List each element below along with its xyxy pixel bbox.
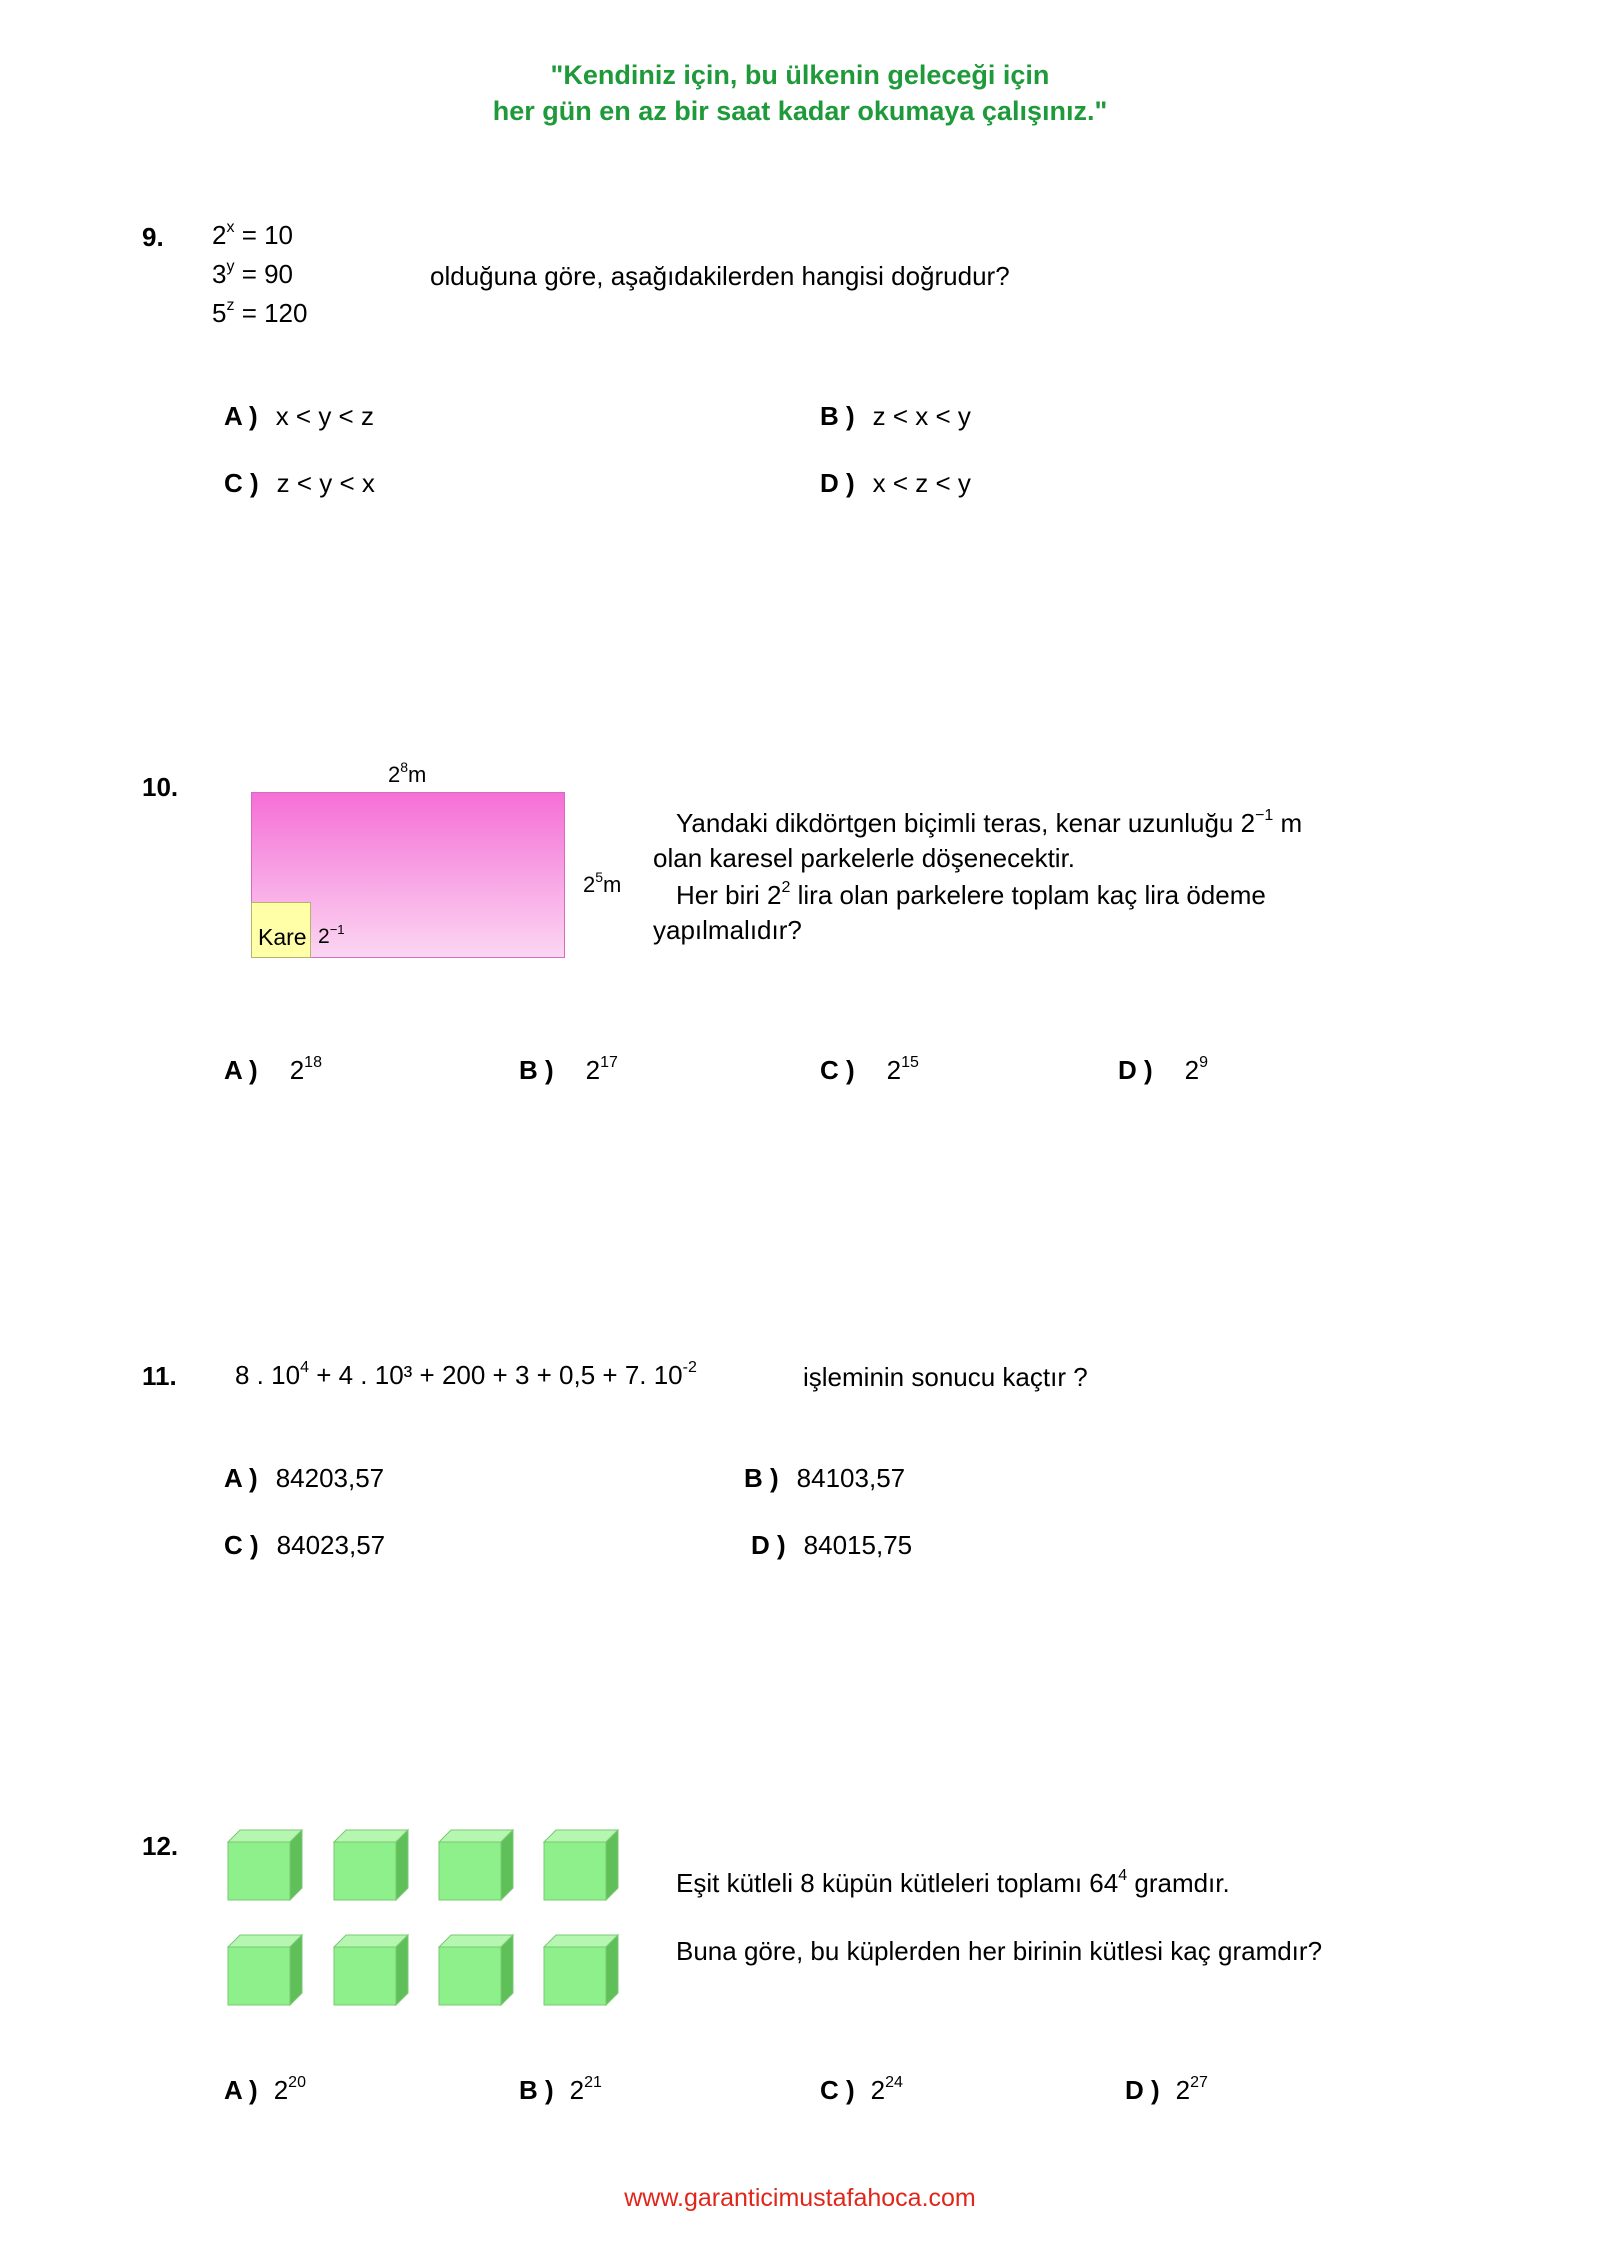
terrace-width-label: $2^8m$ <box>388 759 427 787</box>
q10-option-d[interactable]: D ) $2^9$ <box>1118 1054 1209 1085</box>
q12-option-b[interactable]: B ) $2^{21}$ <box>519 2074 602 2105</box>
q12-option-a[interactable]: A ) $2^{20}$ <box>224 2074 306 2105</box>
terrace-height-label: $2^5m$ <box>583 869 622 897</box>
q9-option-d[interactable]: D ) x < z < y <box>820 468 971 498</box>
q11-option-b[interactable]: B ) 84103,57 <box>744 1463 906 1493</box>
cubes-illustration <box>226 1828 626 2008</box>
q12-option-d[interactable]: D ) $2^{27}$ <box>1125 2074 1208 2105</box>
question-10-number: 10. <box>142 772 179 802</box>
motto-line-2: her gün en az bir saat kadar okumaya çalışınız." <box>492 96 1108 126</box>
cube-5 <box>228 1935 302 2005</box>
motto-line-1: "Kendiniz için, bu ülkenin geleceği için <box>550 60 1050 90</box>
square-label: Kare <box>258 924 307 950</box>
q11-question-text: işleminin sonucu kaçtır ? <box>803 1362 1088 1392</box>
cube-7 <box>439 1935 513 2005</box>
q12-text-line-2: Buna göre, bu küplerden her birinin kütlesi kaç gramdır? <box>676 1936 1323 1966</box>
q11-option-d[interactable]: D ) 84015,75 <box>751 1530 913 1560</box>
footer-website-link[interactable]: www.garanticimustafahoca.com <box>624 2184 976 2212</box>
q9-question-text: olduğuna göre, aşağıdakilerden hangisi doğrudur? <box>430 261 1010 291</box>
cube-4 <box>544 1830 618 1900</box>
q9-equation-3: $5^z = 120$ <box>212 297 308 328</box>
q11-expression: 8 . $10^4 + 4$ . 10³ + 200 + 3 + 0,5 + 7. $10^{-2}$ <box>235 1359 697 1390</box>
q11-option-a[interactable]: A ) 84203,57 <box>224 1463 385 1493</box>
q9-equation-1: $2^x = 10$ <box>212 219 294 250</box>
q10-option-a[interactable]: A ) $2^{18}$ <box>224 1054 322 1085</box>
cube-6 <box>334 1935 408 2005</box>
q10-text-line-4: yapılmalıdır? <box>653 915 802 945</box>
q12-text-line-1: Eşit kütleli 8 küpün kütleleri toplamı $64^4$ gramdır. <box>676 1867 1230 1898</box>
q9-option-a[interactable]: A ) x < y < z <box>224 401 374 431</box>
q10-text-line-2: olan karesel parkelerle döşenecektir. <box>653 843 1076 873</box>
cube-1 <box>228 1830 302 1900</box>
q10-option-b[interactable]: B ) $2^{17}$ <box>519 1054 618 1085</box>
q10-option-c[interactable]: C ) $2^{15}$ <box>820 1054 919 1085</box>
cube-2 <box>334 1830 408 1900</box>
question-9-number: 9. <box>142 222 164 252</box>
q9-equation-2: $3^y = 90$ <box>212 258 294 289</box>
cube-3 <box>439 1830 513 1900</box>
q11-option-c[interactable]: C ) 84023,57 <box>224 1530 386 1560</box>
square-size-label: $2^{-1}$ <box>318 922 345 948</box>
question-12-number: 12. <box>142 1831 179 1861</box>
q9-option-b[interactable]: B ) z < x < y <box>820 401 971 431</box>
q10-text-line-3: Her biri $2^2$ lira olan parkelere toplam kaç lira ödeme <box>676 879 1266 910</box>
cube-8 <box>544 1935 618 2005</box>
q9-option-c[interactable]: C ) z < y < x <box>224 468 375 498</box>
question-11-number: 11. <box>142 1361 177 1391</box>
q10-text-line-1: Yandaki dikdörtgen biçimli teras, kenar uzunluğu $2^{-1}$ m <box>676 807 1303 838</box>
q12-option-c[interactable]: C ) $2^{24}$ <box>820 2074 903 2105</box>
